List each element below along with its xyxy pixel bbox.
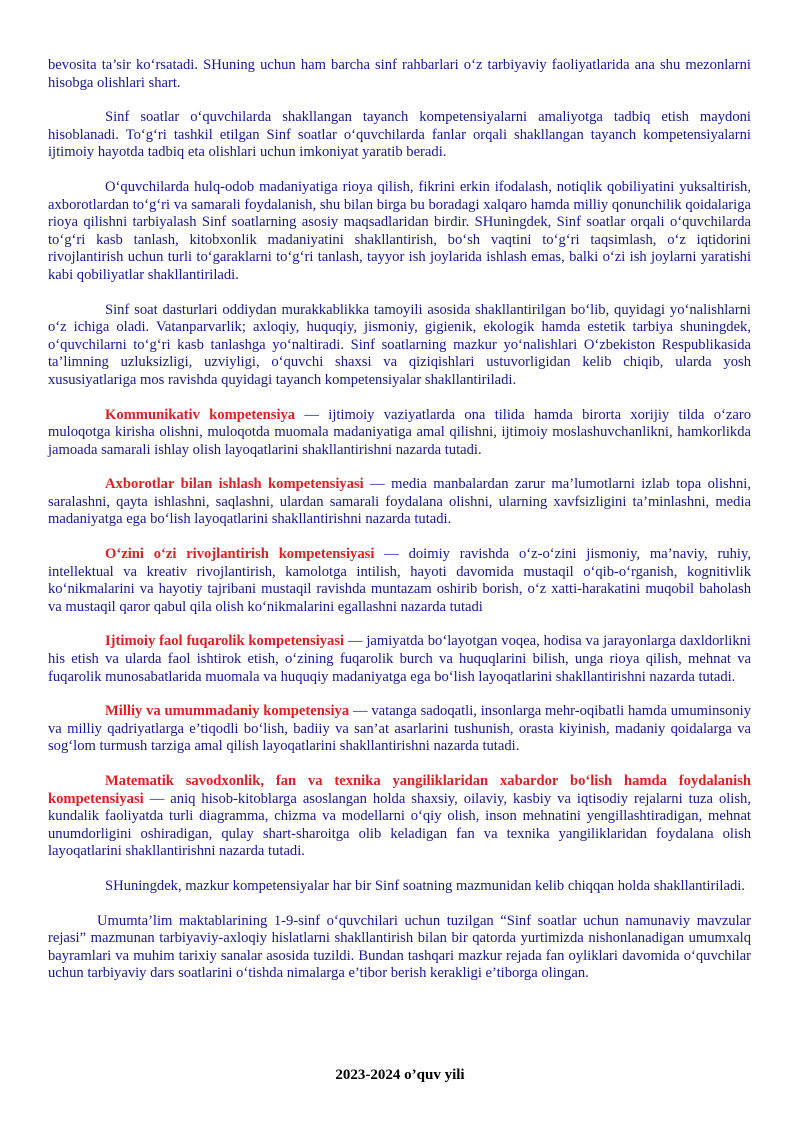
paragraph-sinf-soatlar-maydoni: Sinf soatlar o‘quvchilarda shakllangan tayanch kompetensiyalarni amaliyotga tadbiq etish maydoni hisoblanadi. To‘g‘ri tashkil etilgan Sinf soatlar o‘quvchilarda fanlar orqali shakllangan tayanch kompetensiyalarni ijtimoiy hayotda tadbiq eta olishlari uchun imkoniyat yaratib beradi. xyxy=(48,109,751,161)
competency-term: Axborotlar bilan ishlash kompetensiyasi xyxy=(105,476,364,493)
competency-milliy-umummadaniy xyxy=(48,703,751,756)
competency-term: Milliy va umummadaniy kompetensiya xyxy=(105,703,350,720)
paragraph-intro-continuation: bevosita ta’sir ko‘rsatadi. SHuning uchun ham barcha sinf rahbarlari o‘z tarbiyaviy faoliyatlarida ana shu mezonlarni hisobga olishlari shart. xyxy=(48,57,751,91)
document-body xyxy=(48,57,751,1000)
competency-kommunikativ xyxy=(48,407,751,460)
competency-term: Matematik savodxonlik, fan va texnika yangiliklaridan xabardor bo‘lish hamda foydalanish kompetensiyasi xyxy=(48,773,751,807)
competency-axborotlar xyxy=(48,476,751,529)
competency-description: — doimiy ravishda o‘z-o‘zini jismoniy, ma’naviy, ruhiy, intellektual va kreativ rivojlantirish, kamolotga intilish, hayoti davomida mustaqil o‘qib-o‘rganish, kognitivlik ko‘nikmalarini va hayotiy tajribani mustaqil ravishda muntazam oshirib borish, o‘z xatti-harakatini muqobil baholash va mustaqil qaror qabul qila olish ko‘nikmalarini egallashni nazarda tutadi xyxy=(48,546,751,615)
paragraph-shuningdek: SHuningdek, mazkur kompetensiyalar har bir Sinf soatning mazmunidan kelib chiqqan holda shakllantiriladi. xyxy=(105,877,745,894)
competency-description: — aniq hisob-kitoblarga asoslangan holda shaxsiy, oilaviy, kasbiy va iqtisodiy rejalarni tuza olish, kundalik faoliyatda turli diagramma, chizma va modellarni o‘qiy olish, inson mehnatini yengillashtiradigan, mehnat unumdorligini oshiradigan, qulay shart-sharoitga olib keladigan fan va texnika yangiliklaridan foydalana olish layoqatlarini shakllantirishni nazarda tutadi. xyxy=(48,790,751,860)
competency-matematik-savodxonlik xyxy=(48,773,751,861)
paragraph-namunaviy-mavzular: Umumta’lim maktablarining 1-9-sinf o‘quvchilari uchun tuzilgan “Sinf soatlar uchun namunaviy mavzular rejasi” mazmunan tarbiyaviy-axloqiy hislatlarni shakllantirish bilan bir qatorda yurtimizda nishonlanadigan umumxalq bayramlari va muhim tarixiy sanalar asosida tuzildi. Bundan tashqari mazkur rejada fan oyliklari davomida o‘quvchilar uchun tarbiyaviy dars soatlarini o‘tishda nimalarga e’tibor berish kerakligi e’tiborga olingan. xyxy=(48,912,751,982)
competency-term: Kommunikativ kompetensiya xyxy=(105,406,296,423)
paragraph-sinf-soatlar-maqsadlari: O‘quvchilarda hulq-odob madaniyatiga rioya qilish, fikrini erkin ifodalash, notiqlik qobiliyatini yuksaltirish, axborotlardan to‘g‘ri va samarali foydalanish, shu bilan birga bu boradagi xalqaro hamda milliy qonunchilik qoidalariga rioya qilishni tarbiyalash Sinf soatlarning asosiy maqsadlaridan birdir. SHuningdek, Sinf soatlar orqali o‘quvchilarda to‘g‘ri kasb tanlash, kitobxonlik madaniyatini shakllantirish, bo‘sh vaqtini to‘g‘ri taqsimlash, o‘z iqtidorini rivojlantirish uchun turli to‘garaklarni to‘g‘ri tanlash, tayyor ish joylarida ishlash emas, balki o‘zi ish joylarni yaratishi kabi qobiliyatlar shakllantiriladi. xyxy=(48,178,751,283)
competency-ijtimoiy-faol xyxy=(48,633,751,686)
competency-description: — ijtimoiy vaziyatlarda ona tilida hamda birorta xorijiy tilda o‘zaro muloqotga kirisha olishni, muloqotda muomala madaniyatiga amal qilishni, ijtimoiy moslashuvchanlikni, hamkorlikda jamoada samarali ishlay olish layoqatlarini shakllantirishni nazarda tutadi. xyxy=(48,406,751,458)
paragraph-sinf-soat-dasturlari: Sinf soat dasturlari oddiydan murakkablikka tamoyili asosida shakllantirilgan bo‘lib, quyidagi yo‘nalishlarni o‘z ichiga oladi. Vatanparvarlik; axloqiy, huquqiy, jismoniy, gigienik, ekologik hamda estetik tarbiya shuningdek, o‘quvchilarni to‘g‘ri kasb tanlashga yo‘naltiradi. Sinf soatlarning mazkur yo‘nalishlari O‘zbekiston Respublikasida ta’limning uzluksizligi, uzviyligi, o‘quvchi shaxsi va qiziqishlari ustuvorligidan kelib chiqib, ularda yosh xususiyatlariga mos ravishda quyidagi tayanch kompetensiyalar shakllantiriladi. xyxy=(48,301,751,388)
competency-description: — jamiyatda bo‘layotgan voqea, hodisa va jarayonlarga daxldorlikni his etish va ularda faol ishtirok etish, o‘zining fuqarolik burch va huquqlarini bilish, unga rioya qilish, mehnat va fuqarolik munosabatlarida muomala va huquqiy madaniyatga ega bo‘lish layoqatlarini shakllantirishni nazarda tutadi. xyxy=(48,633,751,685)
competency-ozini-rivojlantirish xyxy=(48,546,751,616)
footer-academic-year: 2023-2024 o’quv yili xyxy=(335,1067,465,1083)
competency-description: — media manbalardan zarur ma’lumotlarni izlab topa olishni, saralashni, qayta ishlashni, saqlashni, ulardan samarali foydalana olishni, ularning xavfsizligini ta’minlashni, media madaniyatga ega bo‘lish layoqatlarini shakllantirishni nazarda tutadi. xyxy=(48,476,751,528)
competency-term: O‘zini o‘zi rivojlantirish kompetensiyasi xyxy=(105,546,375,563)
competency-term: Ijtimoiy faol fuqarolik kompetensiyasi xyxy=(105,633,345,650)
competency-description: — vatanga sadoqatli, insonlarga mehr-oqibatli hamda umuminsoniy va milliy qadriyatlarga e’tiqodli bo‘lish, badiiy va san’at asarlarini tushunish, orasta kiyinish, madaniy qoidalarga va sog‘lom turmush tarziga amal qilish layoqatlarini shakllantirishni nazarda tutadi. xyxy=(48,703,752,755)
